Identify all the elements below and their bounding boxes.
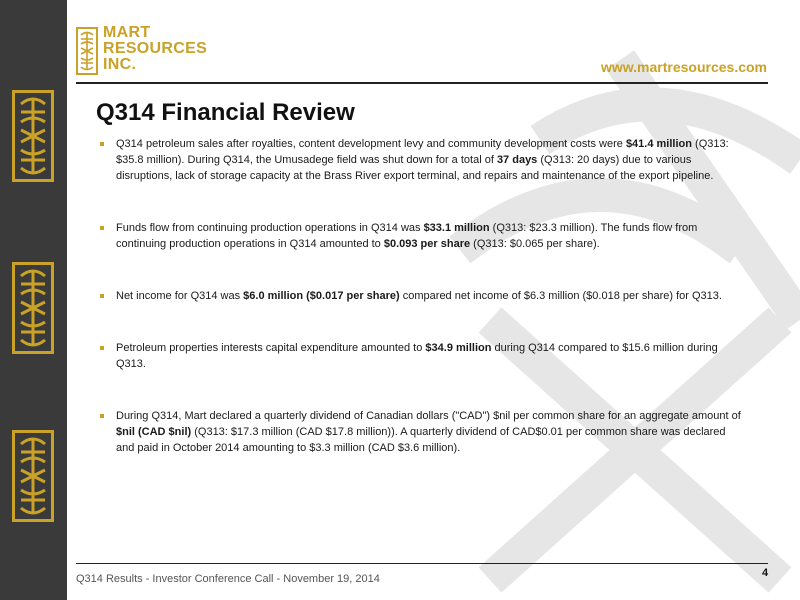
header-divider bbox=[76, 82, 768, 84]
bullet-text: Funds flow from continuing production operations in Q314 was bbox=[116, 222, 424, 234]
mart-emblem-icon bbox=[12, 430, 54, 522]
bullet-marker bbox=[100, 414, 104, 418]
bullet-item bbox=[96, 136, 746, 184]
bullet-text: Net income for Q314 was bbox=[116, 290, 244, 302]
bullet-marker bbox=[100, 142, 104, 146]
company-name-line: RESOURCES bbox=[103, 40, 208, 57]
bullet-marker bbox=[100, 294, 104, 298]
bullet-text: During Q314, Mart declared a quarterly dividend of Canadian dollars ("CAD") $nil per common share for an aggregate amount of bbox=[116, 410, 741, 422]
bullet-highlight-text: $nil (CAD $nil) bbox=[116, 426, 192, 438]
bullet-text: Petroleum properties interests capital expenditure amounted to bbox=[116, 342, 426, 354]
footer-divider bbox=[76, 563, 768, 564]
bullet-text: (Q313: $17.3 million (CAD $17.8 million)). A quarterly dividend of CAD$0.01 per common share was declared and paid in October 2014 amounting to $3.3 million (CAD $3.6 million). bbox=[116, 426, 726, 454]
company-name-line: INC. bbox=[103, 56, 137, 73]
bullet-list bbox=[96, 136, 746, 456]
mart-emblem-icon bbox=[12, 90, 54, 182]
bullet-item bbox=[96, 340, 746, 372]
bullet-marker bbox=[100, 346, 104, 350]
company-name-line: MART bbox=[103, 24, 151, 41]
bullet-marker bbox=[100, 226, 104, 230]
bullet-text: during Q314 compared to $15.6 million during Q313. bbox=[116, 342, 718, 370]
footer-text: Q314 Results - Investor Conference Call - November 19, 2014 bbox=[76, 573, 380, 585]
bullet-item bbox=[96, 220, 746, 252]
bullet-highlight-text: $6.0 million ($0.017 per share) bbox=[243, 290, 400, 302]
bullet-highlight-text: 37 days bbox=[496, 154, 538, 166]
bullet-text: Q314 petroleum sales after royalties, content development levy and community development costs were bbox=[116, 138, 626, 150]
bullet-highlight-text: $34.9 million bbox=[425, 342, 492, 354]
website-link[interactable]: www.martresources.com bbox=[601, 59, 767, 75]
company-name bbox=[103, 25, 207, 73]
bullet-highlight-text: $0.093 per share bbox=[383, 238, 471, 250]
company-logo bbox=[76, 24, 208, 77]
bullet-text: (Q313: $35.8 million). During Q314, the Umusadege field was shut down for a total of bbox=[116, 138, 729, 166]
bullet-text: (Q313: 20 days) due to various disruptions, lack of storage capacity at the Brass River export terminal, and repairs and maintenance of the export pipeline. bbox=[116, 154, 714, 182]
bullet-text: (Q313: $23.3 million). The funds flow from continuing production operations in Q314 amounted to bbox=[116, 222, 698, 250]
sidebar bbox=[0, 0, 67, 600]
mart-emblem-icon bbox=[12, 262, 54, 354]
bullet-highlight-text: $41.4 million bbox=[625, 138, 692, 150]
bullet-text: compared net income of $6.3 million ($0.018 per share) for Q313. bbox=[399, 290, 722, 302]
page-number: 4 bbox=[762, 567, 769, 579]
bullet-highlight-text: $33.1 million bbox=[423, 222, 490, 234]
bullet-text: (Q313: $0.065 per share). bbox=[470, 238, 600, 250]
bullet-item bbox=[96, 408, 746, 456]
mart-emblem-icon bbox=[76, 27, 98, 75]
page-title: Q314 Financial Review bbox=[96, 99, 355, 126]
bullet-item bbox=[96, 288, 746, 304]
